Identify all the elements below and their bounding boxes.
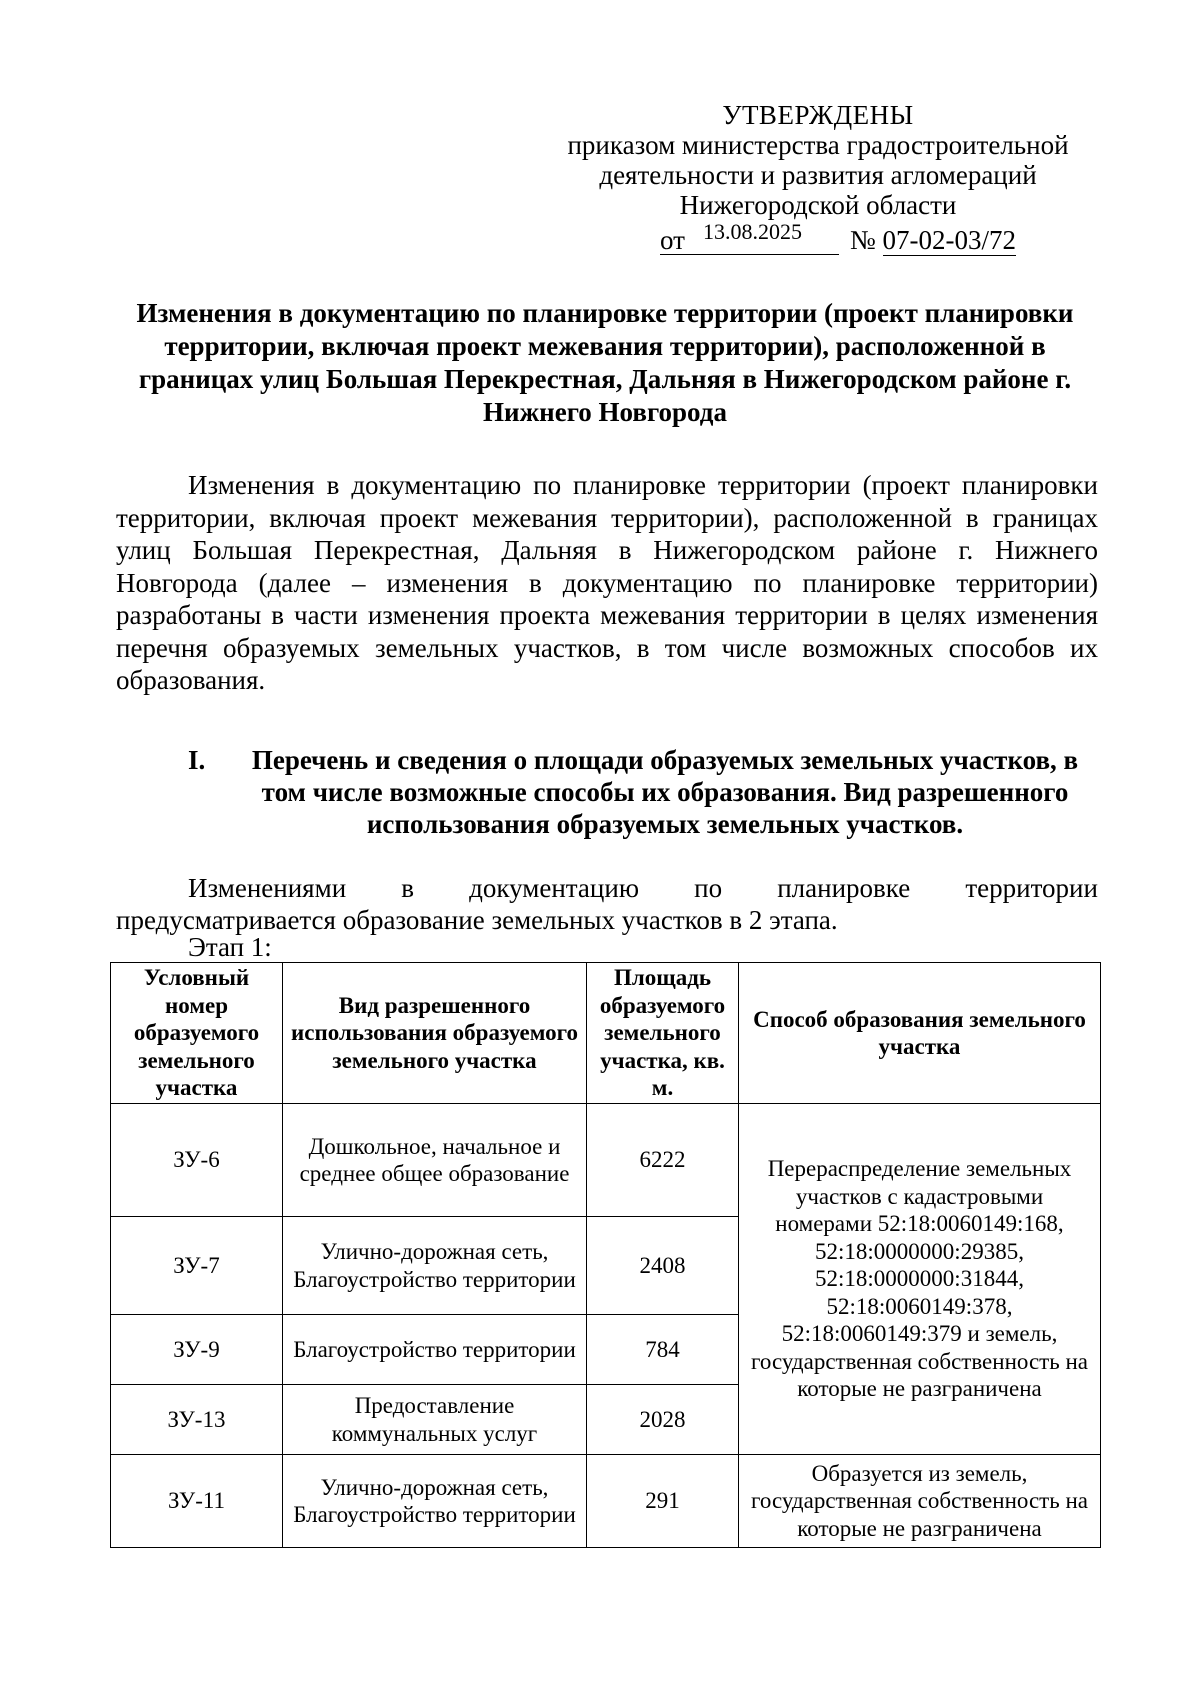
permitted-use: Благоустройство территории (283, 1315, 587, 1385)
date-prefix: от (660, 225, 685, 255)
word: территории (965, 873, 1098, 903)
plot-area: 2028 (587, 1385, 739, 1455)
stage-label: Этап 1: (188, 932, 272, 962)
formation-method: Образуется из земель, государственная собственность на которые не разграничена (739, 1455, 1101, 1548)
approval-title: УТВЕРЖДЕНЫ (722, 100, 914, 130)
plot-number: ЗУ-9 (111, 1315, 283, 1385)
word: Изменениями (188, 873, 347, 903)
table-row (111, 1104, 1101, 1217)
word: по (694, 873, 723, 903)
table-row (111, 1455, 1101, 1548)
section-heading (188, 744, 1098, 840)
permitted-use: Улично-дорожная сеть, Благоустройство территории (283, 1455, 587, 1548)
permitted-use: Дошкольное, начальное и среднее общее образование (283, 1104, 587, 1217)
date-underline (660, 254, 839, 255)
document-title: Изменения в документацию по планировке территории (проект планировки территории, включая проект межевания территории), расположенной в границах улиц Большая Перекрестная, Дальняя в Нижегородском районе г. Нижнего Новгорода (136, 298, 1074, 427)
header-area: Площадь образуемого земельного участка, кв. м. (587, 963, 739, 1104)
number-prefix: № (850, 225, 876, 255)
intro-paragraph: Изменения в документацию по планировке территории (проект планировки территории, включая проект межевания территории), расположенной в границах улиц Большая Перекрестная, Дальняя в Нижегородском районе г. Нижнего Новгорода (далее – изменения в документацию по планировке территории) разработаны в части изменения проекта межевания территории в целях изменения перечня образуемых земельных участков, в том числе возможных способов их образования. (116, 470, 1098, 695)
permitted-use: Улично-дорожная сеть, Благоустройство территории (283, 1217, 587, 1315)
plot-area: 784 (587, 1315, 739, 1385)
word: в (401, 873, 415, 903)
plot-area: 291 (587, 1455, 739, 1548)
order-number: 07-02-03/72 (882, 225, 1016, 255)
section-number: I. (188, 745, 206, 775)
header-formation-method: Способ образования земельного участка (739, 963, 1101, 1104)
approval-line-3: Нижегородской области (679, 190, 957, 220)
order-number-block (850, 225, 1016, 255)
approval-line-1: приказом министерства градостроительной (567, 130, 1069, 160)
plot-number: ЗУ-13 (111, 1385, 283, 1455)
stages-paragraph (116, 872, 1098, 936)
plot-area: 2408 (587, 1217, 739, 1315)
word: планировке (777, 873, 911, 903)
plot-number: ЗУ-7 (111, 1217, 283, 1315)
land-plots-table (110, 962, 1101, 1548)
section-title: Перечень и сведения о площади образуемых земельных участков, в том числе возможные способы их образования. Вид разрешенного использования образуемых земельных участков. (251, 745, 1079, 839)
plot-number: ЗУ-6 (111, 1104, 283, 1217)
approval-date-line (548, 221, 1088, 255)
stages-paragraph-line-2: предусматривается образование земельных участков в 2 этапа. (116, 905, 838, 935)
header-permitted-use: Вид разрешенного использования образуемого земельного участка (283, 963, 587, 1104)
stages-paragraph-line-1 (116, 872, 1098, 904)
word: документацию (469, 873, 639, 903)
header-plot-number: Условный номер образуемого земельного участка (111, 963, 283, 1104)
table-header-row (111, 963, 1101, 1104)
plot-number: ЗУ-11 (111, 1455, 283, 1548)
approval-line-2: деятельности и развития агломераций (599, 160, 1037, 190)
order-date: 13.08.2025 (703, 219, 802, 244)
approval-block (548, 100, 1088, 255)
formation-method-merged: Перераспределение земельных участков с кадастровыми номерами 52:18:0060149:168, 52:18:0000000:29385, 52:18:0000000:31844, 52:18:0060149:378, 52:18:0060149:379 и земель, государственная собственность на которые не разграничена (739, 1104, 1101, 1455)
permitted-use: Предоставление коммунальных услуг (283, 1385, 587, 1455)
plot-area: 6222 (587, 1104, 739, 1217)
